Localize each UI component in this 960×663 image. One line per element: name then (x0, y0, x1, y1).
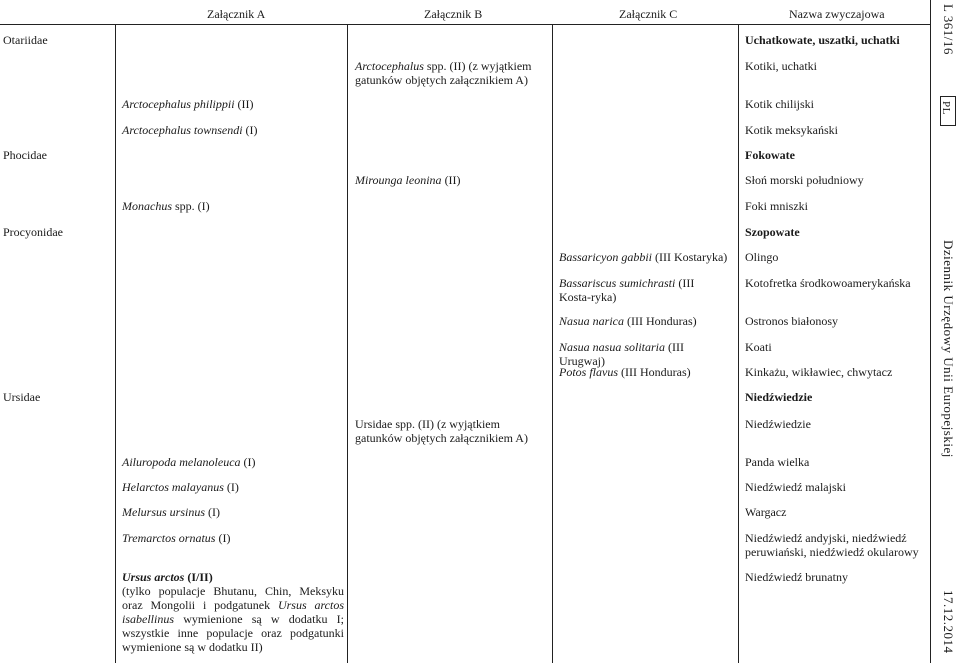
family-ursidae: Ursidae (3, 390, 41, 404)
common-name-philippii: Kotik chilijski (745, 97, 814, 111)
journal-title: Dziennik Urzędowy Unii Europejskiej (941, 240, 956, 458)
common-name-potos: Kinkażu, wikławiec, chwytacz (745, 365, 893, 379)
common-name-ailuropoda: Panda wielka (745, 455, 810, 469)
annex-c-bassaricyon: Bassaricyon gabbii (III Kostaryka) (559, 250, 728, 264)
language-code: PL (940, 101, 952, 115)
header-annex-c: Załącznik C (619, 7, 678, 21)
common-name-arctocephalus: Kotiki, uchatki (745, 59, 817, 73)
common-name-mirounga: Słoń morski południowy (745, 173, 864, 187)
annex-c-potos: Potos flavus (III Honduras) (559, 365, 691, 379)
common-name-nasua-nasua: Koati (745, 340, 772, 354)
header-annex-a: Załącznik A (207, 7, 266, 21)
common-name-melursus: Wargacz (745, 505, 787, 519)
annex-b-arctocephalus: Arctocephalus spp. (II) (z wyjątkiem gatunków objętych załącznikiem A) (355, 59, 532, 87)
common-name-townsendi: Kotik meksykański (745, 123, 838, 137)
annex-a-monachus: Monachus spp. (I) (122, 199, 210, 213)
header-annex-b: Załącznik B (424, 7, 483, 21)
header-divider (0, 24, 930, 25)
annex-a-philippii: Arctocephalus philippii (II) (122, 97, 254, 111)
column-divider (115, 24, 116, 663)
column-divider (347, 24, 348, 663)
common-name-ursidae-spp: Niedźwiedzie (745, 417, 811, 431)
annex-a-ailuropoda: Ailuropoda melanoleuca (I) (122, 455, 256, 469)
annex-a-melursus: Melursus ursinus (I) (122, 505, 221, 519)
page-reference: L 361/16 (941, 4, 956, 55)
common-name-monachus: Foki mniszki (745, 199, 809, 213)
common-name-bassariscus: Kotofretka środkowoamerykańska (745, 276, 911, 290)
annex-a-tremarctos: Tremarctos ornatus (I) (122, 531, 231, 545)
annex-a-helarctos: Helarctos malayanus (I) (122, 480, 239, 494)
annex-b-mirounga: Mirounga leonina (II) (355, 173, 461, 187)
common-name-otariidae: Uchatkowate, uszatki, uchatki (745, 33, 900, 47)
common-name-helarctos: Niedźwiedź malajski (745, 480, 846, 494)
common-name-procyonidae: Szopowate (745, 225, 800, 239)
annex-c-nasua-nasua: Nasua nasua solitaria (III Urugwaj) (559, 340, 685, 368)
page-edge-divider (930, 0, 931, 663)
annex-a-ursus-arctos: Ursus arctos (I/II) (tylko populacje Bhutanu, Chin, Meksyku oraz Mongolii i podgatunek Ursus arctos isabellinus wymienione są w dodatku I; wszystkie inne populacje oraz podgatunki wymienione są w dodatku II) (122, 570, 345, 654)
common-name-ursus-arctos: Niedźwiedź brunatny (745, 570, 848, 584)
annex-b-ursidae-spp: Ursidae spp. (II) (z wyjątkiem gatunków objętych załącznikiem A) (355, 417, 528, 445)
family-otariidae: Otariidae (3, 33, 48, 47)
column-divider (552, 24, 553, 663)
common-name-tremarctos: Niedźwiedź andyjski, niedźwiedź peruwiański, niedźwiedź okularowy (745, 531, 919, 559)
common-name-phocidae: Fokowate (745, 148, 795, 162)
annex-a-townsendi: Arctocephalus townsendi (I) (122, 123, 258, 137)
family-phocidae: Phocidae (3, 148, 47, 162)
publication-date: 17.12.2014 (941, 590, 956, 654)
annex-c-nasua-narica: Nasua narica (III Honduras) (559, 314, 697, 328)
common-name-nasua-narica: Ostronos białonosy (745, 314, 838, 328)
header-common-name: Nazwa zwyczajowa (789, 7, 885, 21)
common-name-ursidae: Niedźwiedzie (745, 390, 813, 404)
column-divider (738, 24, 739, 663)
common-name-bassaricyon: Olingo (745, 250, 779, 264)
annex-c-bassariscus: Bassariscus sumichrasti (III Kosta-ryka) (559, 276, 695, 304)
family-procyonidae: Procyonidae (3, 225, 63, 239)
